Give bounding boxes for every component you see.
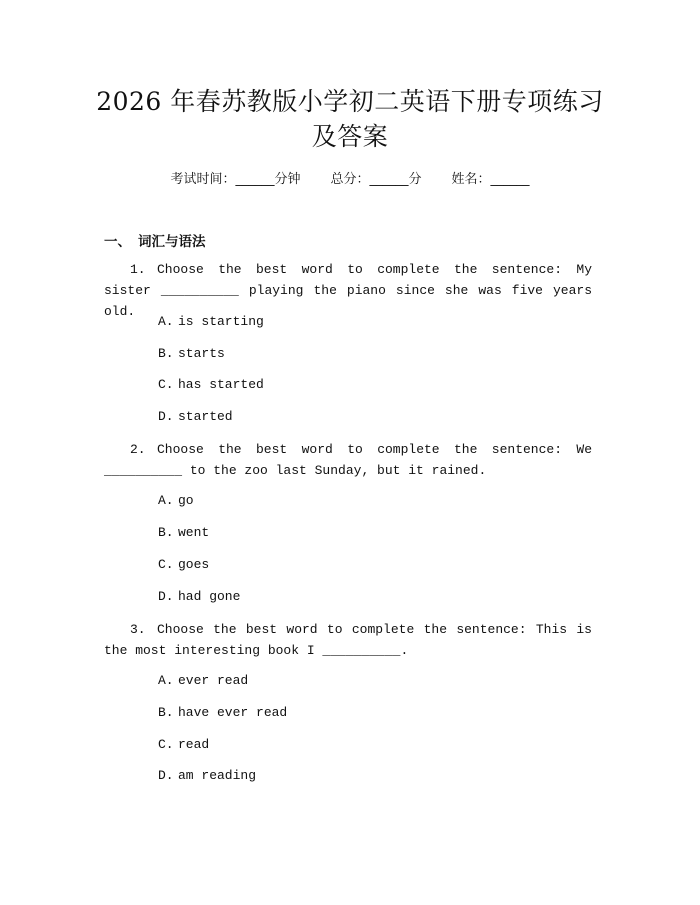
option-text: had gone — [178, 589, 241, 604]
option-text: read — [178, 737, 210, 752]
question-3-option-c — [158, 736, 209, 754]
question-1-option-a — [158, 313, 264, 331]
section-heading — [104, 230, 206, 250]
page-title-line-2: 及答案 — [311, 122, 389, 151]
option-letter: D. — [158, 768, 174, 783]
option-text: started — [178, 409, 233, 424]
question-1-option-b — [158, 345, 225, 363]
section-title: 词汇与语法 — [138, 234, 206, 250]
section-number: 一、 — [104, 234, 131, 250]
question-3-option-b — [158, 704, 287, 722]
exam-time-field: 考试时间：______分钟 — [170, 172, 301, 187]
question-number: 3. — [130, 622, 146, 637]
option-text: starts — [178, 346, 225, 361]
question-number: 1. — [130, 262, 146, 277]
option-letter: C. — [158, 737, 174, 752]
option-text: goes — [178, 557, 210, 572]
question-text: Choose the best word to complete the sentence: This is the most interesting book I __________. — [104, 622, 592, 658]
question-3-option-d — [158, 767, 256, 785]
option-letter: B. — [158, 705, 174, 720]
option-text: ever read — [178, 673, 249, 688]
option-text: am reading — [178, 768, 257, 783]
question-3 — [104, 619, 592, 661]
question-1-option-d — [158, 408, 233, 426]
question-text: Choose the best word to complete the sentence: We __________ to the zoo last Sunday, but it rained. — [104, 442, 592, 478]
option-letter: B. — [158, 346, 174, 361]
question-2-option-a — [158, 492, 194, 510]
option-letter: B. — [158, 525, 174, 540]
exam-name-field: 姓名：______ — [451, 172, 530, 187]
option-letter: A. — [158, 314, 174, 329]
option-text: go — [178, 493, 194, 508]
option-letter: C. — [158, 377, 174, 392]
option-letter: D. — [158, 589, 174, 604]
option-text: is starting — [178, 314, 264, 329]
option-letter: C. — [158, 557, 174, 572]
exam-meta — [0, 168, 700, 187]
question-2-option-d — [158, 588, 240, 606]
option-letter: A. — [158, 673, 174, 688]
page-title-line-1: 2026 年春苏教版小学初二英语下册专项练习 — [96, 87, 604, 116]
option-text: went — [178, 525, 210, 540]
question-1-option-c — [158, 376, 264, 394]
question-2-option-c — [158, 556, 209, 574]
option-text: have ever read — [178, 705, 288, 720]
option-text: has started — [178, 377, 264, 392]
exam-score-field: 总分：______分 — [330, 172, 422, 187]
question-2 — [104, 439, 592, 481]
option-letter: A. — [158, 493, 174, 508]
question-text: Choose the best word to complete the sentence: My sister __________ playing the piano since she was five years old. — [104, 262, 592, 319]
question-3-option-a — [158, 672, 248, 690]
option-letter: D. — [158, 409, 174, 424]
question-2-option-b — [158, 524, 209, 542]
question-number: 2. — [130, 442, 146, 457]
